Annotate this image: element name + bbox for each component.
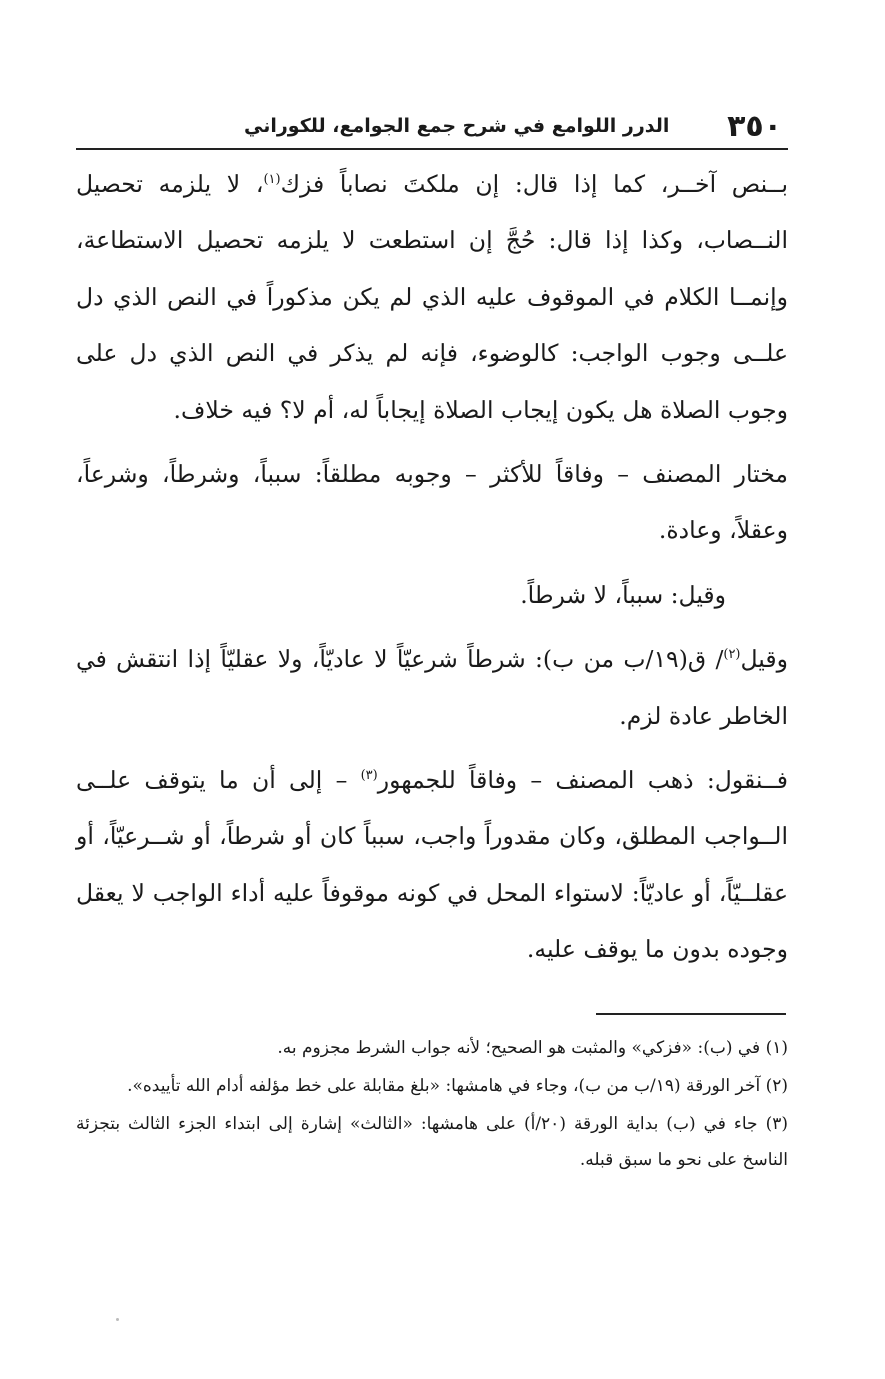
footnote-text: آخر الورقة (١٩/ب من ب)، وجاء في هامشها: «بلغ مقابلة على خط مؤلفه أدام الله تأييده». [127, 1076, 761, 1096]
running-title: الدرر اللوامع في شرح جمع الجوامع، للكوراني [244, 115, 670, 137]
paragraph-1 [76, 156, 788, 438]
paragraph-5-rest: – إلى أن ما يتوقف علــى الــواجب المطلق، وكان مقدوراً واجب، سبباً كان أو شرطاً، أو شــرعيّاً، أو عقلــيّاً، أو عاديّاً: لاستواء المحل في كونه موقوفاً عليه أداء الواجب لا يعقل وجوده بدون ما يوقف عليه. [76, 766, 788, 964]
paragraph-1-start: بــنص آخــر، كما إذا قال: إن ملكتَ نصاباً فزك [280, 170, 788, 198]
paragraph-2: مختار المصنف – وفاقاً للأكثر – وجوبه مطلقاً: سبباً، وشرطاً، وشرعاً، وعقلاً، وعادة. [76, 460, 788, 545]
main-text [76, 156, 788, 986]
scan-speck [116, 1318, 119, 1321]
paragraph-1-rest: ، لا يلزمه تحصيل النــصاب، وكذا إذا قال: حُجَّ إن استطعت لا يلزمه تحصيل الاستطاعة، وإنمــا الكلام في الموقوف عليه الذي لم يكن مذكوراً في النص الذي دل علــى وجوب الواجب: كالوضوء، فإنه لم يذكر في النص الذي دل على وجوب الصلاة هل يكون إيجاب الصلاة إيجاباً له، أم لا؟ فيه خلاف. [76, 170, 788, 424]
footnote-text: في (ب): «فزكي» والمثبت هو الصحيح؛ لأنه جواب الشرط مجزوم به. [277, 1038, 761, 1058]
footnote-number: (٢) [765, 1076, 788, 1096]
footnote-ref-1: (١) [263, 172, 281, 188]
paragraph-5-start: فــنقول: ذهب المصنف – وفاقاً للجمهور [377, 766, 789, 795]
paragraph-5 [76, 752, 788, 978]
paragraph-4 [76, 631, 788, 744]
footnote-separator [596, 1013, 786, 1015]
footnote-number: (٣) [765, 1114, 788, 1134]
paragraph-3: وقيل: سبباً، لا شرطاً. [520, 580, 726, 609]
footnote-ref-2: (٢) [723, 647, 741, 663]
footnotes [76, 1030, 788, 1180]
footnote-text: جاء في (ب) بداية الورقة (٢٠/أ) على هامشها: «الثالث» إشارة إلى ابتداء الجزء الثالث بتجزئة الناسخ على نحو ما سبق قبله. [76, 1114, 788, 1170]
footnote-ref-3: (٣) [360, 768, 378, 784]
paragraph-4-start: وقيل [740, 645, 788, 674]
page-header [76, 104, 788, 150]
footnote-1 [76, 1030, 788, 1066]
page-number: ٣٥٠ [727, 108, 782, 144]
footnote-2 [76, 1068, 788, 1104]
footnote-3 [76, 1106, 788, 1178]
footnote-number: (١) [765, 1038, 788, 1058]
paragraph-4-rest: / ق(١٩/ب من ب): شرطاً شرعيّاً لا عاديّاً، ولا عقليّاً إذا انتقش في الخاطر عادة لزم. [76, 645, 788, 730]
